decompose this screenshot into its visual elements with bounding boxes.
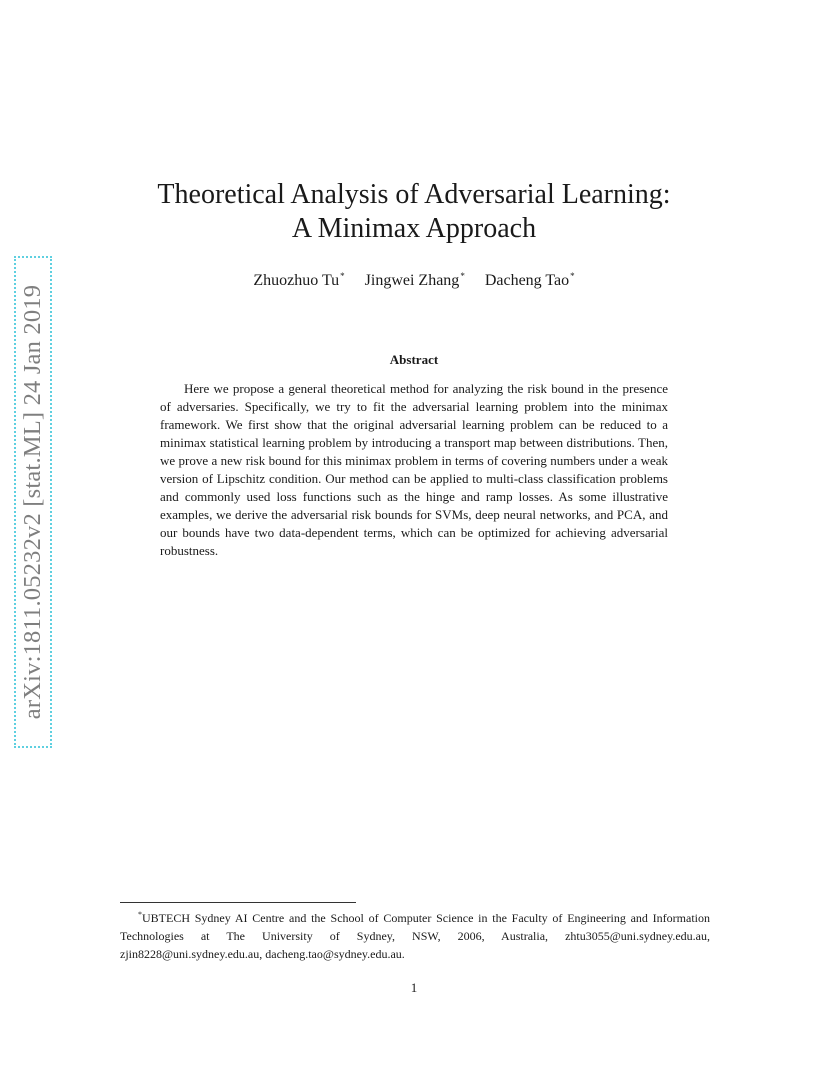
arxiv-stamp [14,256,52,748]
title-line-1: Theoretical Analysis of Adversarial Learning: [157,179,671,210]
page-number: 1 [410,980,418,995]
author-footnote-mark: * [460,271,465,281]
footnote-divider [120,902,356,903]
footnote [120,906,710,963]
author-name: Dacheng Tao [484,272,570,289]
author [485,272,575,289]
author-list [0,271,828,290]
abstract-heading: Abstract [389,352,439,367]
author-name: Zhuozhuo Tu [253,272,340,289]
abstract-text: Here we propose a general theoretical method for analyzing the risk bound in the presence of adversaries. Specifically, we try to fit the adversarial learning problem into the minimax framework. We first show that the original adversarial learning problem can be reduced to a minimax statistical learning problem by introducing a transport map between distributions. Then, we prove a new risk bound for this minimax problem in terms of covering numbers under a weak version of Lipschitz condition. Our method can be applied to multi-class classification problems and commonly used loss functions such as the hinge and ramp losses. As some illustrative examples, we derive the adversarial risk bounds for SVMs, deep neural networks, and PCA, and our bounds have two data-dependent terms, which can be optimized for achieving adversarial robustness. [160,381,668,558]
author [253,272,344,289]
author-name: Jingwei Zhang [364,272,460,289]
author-footnote-mark: * [340,271,345,281]
title-line-2: A Minimax Approach [291,213,537,244]
footnote-text: UBTECH Sydney AI Centre and the School of Computer Science in the Faculty of Engineering and Information Technologies at The University of Sydney, NSW, 2006, Australia, zhtu3055@uni.sydney.edu.au, zjin8228@uni.sydney.edu.au, dacheng.tao@sydney.edu.au. [120,911,710,961]
author-footnote-mark: * [570,271,575,281]
arxiv-stamp-text: arXiv:1811.05232v2 [stat.ML] 24 Jan 2019 [19,284,46,720]
footnote-mark: * [138,910,142,919]
author [365,272,465,289]
paper-title [0,178,828,246]
